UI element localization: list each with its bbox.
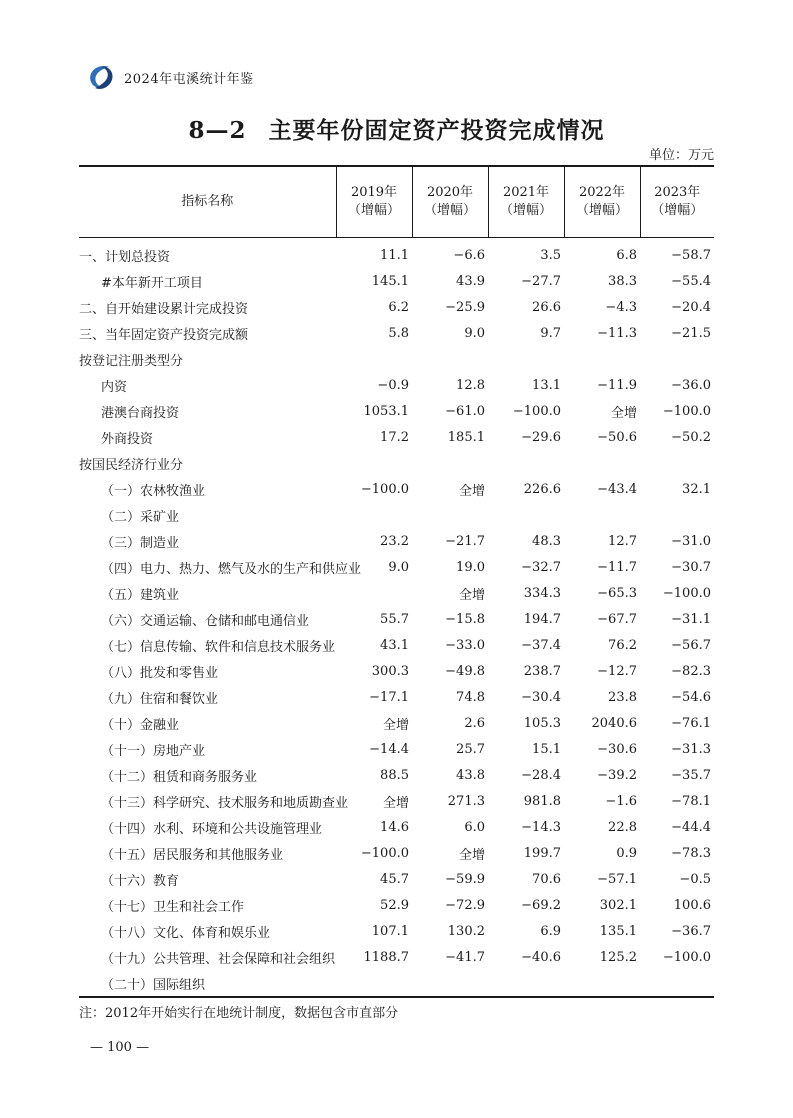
cell-value: 12.7 [608, 533, 637, 549]
cell-value: −37.4 [521, 637, 561, 653]
table-row [79, 528, 714, 554]
row-label: 二、自开始建设累计完成投资 [79, 301, 249, 317]
header-title: 2024年屯溪统计年鉴 [124, 71, 254, 87]
row-label: （九）住宿和餐饮业 [101, 691, 219, 707]
cell-value: 9.7 [540, 325, 561, 341]
table-title: 主要年份固定资产投资完成情况 [268, 117, 605, 144]
cell-value: −36.7 [671, 923, 711, 939]
cell-value [336, 450, 412, 476]
table-row [79, 970, 714, 997]
table-row [79, 606, 714, 632]
cell-value: 55.7 [380, 611, 409, 627]
cell-value: −30.7 [671, 559, 711, 575]
row-label: （二十）国际组织 [101, 977, 206, 993]
cell-value [488, 970, 564, 997]
table-row [79, 320, 714, 346]
row-label: 外商投资 [101, 431, 154, 447]
cell-value: −39.2 [597, 767, 637, 783]
cell-value: 70.6 [532, 871, 561, 887]
cell-value: −21.7 [445, 533, 485, 549]
cell-value: −40.6 [521, 949, 561, 965]
row-label: 按国民经济行业分 [79, 457, 184, 473]
cell-value: −11.7 [597, 559, 637, 575]
cell-value: 全增 [382, 795, 409, 811]
cell-value: −11.3 [597, 325, 637, 341]
row-label: 按登记注册类型分 [79, 353, 184, 369]
cell-value: 302.1 [599, 897, 637, 913]
cell-value: 11.1 [380, 247, 409, 263]
cell-value: −28.4 [521, 767, 561, 783]
cell-value: −6.6 [453, 247, 485, 263]
cell-value [488, 346, 564, 372]
table-row [79, 450, 714, 476]
table-row [79, 918, 714, 944]
cell-value [640, 450, 714, 476]
cell-value [336, 580, 412, 606]
cell-value: −1.6 [605, 793, 637, 809]
cell-value: −55.4 [671, 273, 711, 289]
row-label: 一、计划总投资 [79, 249, 171, 265]
table-row [79, 398, 714, 424]
cell-value: 76.2 [608, 637, 637, 653]
cell-value: 135.1 [599, 923, 637, 939]
cell-value [336, 970, 412, 997]
cell-value: 19.0 [456, 559, 485, 575]
cell-value: −58.7 [671, 247, 711, 263]
cell-value: 43.1 [380, 637, 409, 653]
cell-value: −44.4 [671, 819, 711, 835]
investment-table [79, 165, 714, 998]
cell-value: 22.8 [608, 819, 637, 835]
row-label: （一）农林牧渔业 [101, 483, 206, 499]
cell-value: −31.3 [671, 741, 711, 757]
column-header-2020: 2020年 （增幅） [412, 166, 488, 238]
cell-value: 14.6 [380, 819, 409, 835]
cell-value [488, 502, 564, 528]
table-row [79, 632, 714, 658]
cell-value: −100.0 [512, 403, 561, 419]
cell-value: −31.0 [671, 533, 711, 549]
cell-value: −11.9 [597, 377, 637, 393]
cell-value: 1053.1 [363, 403, 409, 419]
cell-value: −32.7 [521, 559, 561, 575]
cell-value: −59.9 [445, 871, 485, 887]
row-label: #本年新开工项目 [101, 275, 203, 291]
cell-value: −15.8 [445, 611, 485, 627]
row-label: （十九）公共管理、社会保障和社会组织 [101, 951, 336, 967]
cell-value: 300.3 [371, 663, 409, 679]
cell-value: 9.0 [464, 325, 485, 341]
cell-value: 194.7 [523, 611, 561, 627]
cell-value: −0.5 [679, 871, 711, 887]
cell-value [412, 346, 488, 372]
cell-value: −67.7 [597, 611, 637, 627]
cell-value: −76.1 [671, 715, 711, 731]
cell-value: 271.3 [447, 793, 485, 809]
yearbook-logo-icon [84, 60, 118, 94]
cell-value: −50.2 [671, 429, 711, 445]
cell-value: 6.9 [540, 923, 561, 939]
cell-value: 全增 [382, 717, 409, 733]
cell-value [336, 346, 412, 372]
cell-value: −82.3 [671, 663, 711, 679]
cell-value: −14.4 [369, 741, 409, 757]
row-label: （十八）文化、体育和娱乐业 [101, 925, 271, 941]
cell-value: 6.8 [616, 247, 637, 263]
cell-value: −4.3 [605, 299, 637, 315]
table-row [79, 294, 714, 320]
cell-value: −0.9 [377, 377, 409, 393]
row-label: （十三）科学研究、技术服务和地质勘查业 [101, 795, 349, 811]
row-label: （八）批发和零售业 [101, 665, 219, 681]
row-label: 港澳台商投资 [101, 405, 180, 421]
cell-value: 52.9 [380, 897, 409, 913]
table-row [79, 710, 714, 736]
page-title [0, 112, 793, 145]
cell-value: −12.7 [597, 663, 637, 679]
row-label: （四）电力、热力、燃气及水的生产和供应业 [101, 561, 362, 577]
cell-value: 6.0 [464, 819, 485, 835]
cell-value: −30.4 [521, 689, 561, 705]
row-label: （二）采矿业 [101, 509, 180, 525]
cell-value: 全增 [610, 405, 637, 421]
table-row [79, 658, 714, 684]
table-body [79, 238, 714, 998]
cell-value: −100.0 [360, 845, 409, 861]
cell-value: −14.3 [521, 819, 561, 835]
row-label: （五）建筑业 [101, 587, 180, 603]
row-label: （十一）房地产业 [101, 743, 206, 759]
cell-value: −21.5 [671, 325, 711, 341]
cell-value: −33.0 [445, 637, 485, 653]
cell-value: −31.1 [671, 611, 711, 627]
row-label: （十）金融业 [101, 717, 180, 733]
cell-value: −20.4 [671, 299, 711, 315]
cell-value: 9.0 [388, 559, 409, 575]
row-label: （七）信息传输、软件和信息技术服务业 [101, 639, 336, 655]
cell-value: −41.7 [445, 949, 485, 965]
cell-value: 43.9 [456, 273, 485, 289]
row-label: （十六）教育 [101, 873, 180, 889]
cell-value: 100.6 [673, 897, 711, 913]
cell-value: 125.2 [599, 949, 637, 965]
table-row [79, 762, 714, 788]
cell-value: 全增 [458, 587, 485, 603]
cell-value: 334.3 [523, 585, 561, 601]
cell-value: 981.8 [523, 793, 561, 809]
row-label: （十五）居民服务和其他服务业 [101, 847, 284, 863]
column-header-2021: 2021年 （增幅） [488, 166, 564, 238]
table-row [79, 840, 714, 866]
cell-value: 145.1 [371, 273, 409, 289]
cell-value: −49.8 [445, 663, 485, 679]
table-number: 8—2 [188, 117, 247, 144]
page-number: — 100 — [90, 1040, 150, 1055]
table-row [79, 476, 714, 502]
row-label: （十七）卫生和社会工作 [101, 899, 245, 915]
table-row [79, 866, 714, 892]
cell-value: 130.2 [447, 923, 485, 939]
row-label: （六）交通运输、仓储和邮电通信业 [101, 613, 310, 629]
column-header-2019: 2019年 （增幅） [336, 166, 412, 238]
cell-value: −100.0 [662, 949, 711, 965]
row-label: （三）制造业 [101, 535, 180, 551]
row-label: （十四）水利、环境和公共设施管理业 [101, 821, 323, 837]
table-row [79, 372, 714, 398]
table-row [79, 268, 714, 294]
cell-value: −72.9 [445, 897, 485, 913]
cell-value: 23.8 [608, 689, 637, 705]
cell-value: 全增 [458, 483, 485, 499]
cell-value: 43.8 [456, 767, 485, 783]
row-label: 三、当年固定资产投资完成额 [79, 327, 249, 343]
cell-value: 17.2 [380, 429, 409, 445]
cell-value [564, 970, 640, 997]
cell-value: 15.1 [532, 741, 561, 757]
cell-value [336, 502, 412, 528]
cell-value: −100.0 [360, 481, 409, 497]
cell-value: 3.5 [540, 247, 561, 263]
cell-value: 45.7 [380, 871, 409, 887]
cell-value: −50.6 [597, 429, 637, 445]
table-row [79, 684, 714, 710]
table-row [79, 736, 714, 762]
cell-value: 107.1 [371, 923, 409, 939]
table-row [79, 346, 714, 372]
cell-value: −100.0 [662, 585, 711, 601]
cell-value: 2.6 [464, 715, 485, 731]
table-row [79, 788, 714, 814]
cell-value: 26.6 [532, 299, 561, 315]
cell-value: −54.6 [671, 689, 711, 705]
cell-value [412, 502, 488, 528]
table-row [79, 892, 714, 918]
cell-value [412, 450, 488, 476]
cell-value: 38.3 [608, 273, 637, 289]
cell-value: 23.2 [380, 533, 409, 549]
row-label: （十二）租赁和商务服务业 [101, 769, 258, 785]
cell-value: −56.7 [671, 637, 711, 653]
table-row [79, 424, 714, 450]
cell-value: −100.0 [662, 403, 711, 419]
column-header-2022: 2022年 （增幅） [564, 166, 640, 238]
cell-value: −17.1 [369, 689, 409, 705]
cell-value: −57.1 [597, 871, 637, 887]
cell-value: 2040.6 [591, 715, 637, 731]
table-header-row [79, 166, 714, 238]
cell-value: 0.9 [616, 845, 637, 861]
table-row [79, 580, 714, 606]
cell-value: 5.8 [388, 325, 409, 341]
cell-value: 226.6 [523, 481, 561, 497]
cell-value [564, 450, 640, 476]
cell-value [640, 970, 714, 997]
cell-value: −27.7 [521, 273, 561, 289]
page-header [84, 60, 254, 94]
cell-value: 199.7 [523, 845, 561, 861]
table-row [79, 554, 714, 580]
cell-value [640, 502, 714, 528]
cell-value: −36.0 [671, 377, 711, 393]
cell-value: −35.7 [671, 767, 711, 783]
table-row [79, 238, 714, 269]
row-label: 内资 [101, 379, 128, 395]
column-header-name: 指标名称 [79, 166, 336, 238]
table-row [79, 944, 714, 970]
cell-value: 105.3 [523, 715, 561, 731]
cell-value: 1188.7 [363, 949, 409, 965]
cell-value [488, 450, 564, 476]
cell-value [640, 346, 714, 372]
cell-value: 25.7 [456, 741, 485, 757]
cell-value [412, 970, 488, 997]
cell-value: 238.7 [523, 663, 561, 679]
cell-value: 全增 [458, 847, 485, 863]
cell-value: −69.2 [521, 897, 561, 913]
cell-value: 88.5 [380, 767, 409, 783]
cell-value: 48.3 [532, 533, 561, 549]
cell-value [564, 346, 640, 372]
cell-value: −78.1 [671, 793, 711, 809]
cell-value: −30.6 [597, 741, 637, 757]
cell-value: −25.9 [445, 299, 485, 315]
cell-value: −29.6 [521, 429, 561, 445]
cell-value: 32.1 [682, 481, 711, 497]
cell-value: 74.8 [456, 689, 485, 705]
table-row [79, 814, 714, 840]
cell-value: −78.3 [671, 845, 711, 861]
column-header-2023: 2023年 （增幅） [640, 166, 714, 238]
footnote: 注：2012年开始实行在地统计制度，数据包含市直部分 [79, 1006, 399, 1021]
table-row [79, 502, 714, 528]
cell-value: 12.8 [456, 377, 485, 393]
cell-value [564, 502, 640, 528]
cell-value: 6.2 [388, 299, 409, 315]
cell-value: −65.3 [597, 585, 637, 601]
cell-value: 13.1 [532, 377, 561, 393]
cell-value: −61.0 [445, 403, 485, 419]
cell-value: 185.1 [447, 429, 485, 445]
unit-label: 单位：万元 [648, 148, 714, 163]
cell-value: −43.4 [597, 481, 637, 497]
